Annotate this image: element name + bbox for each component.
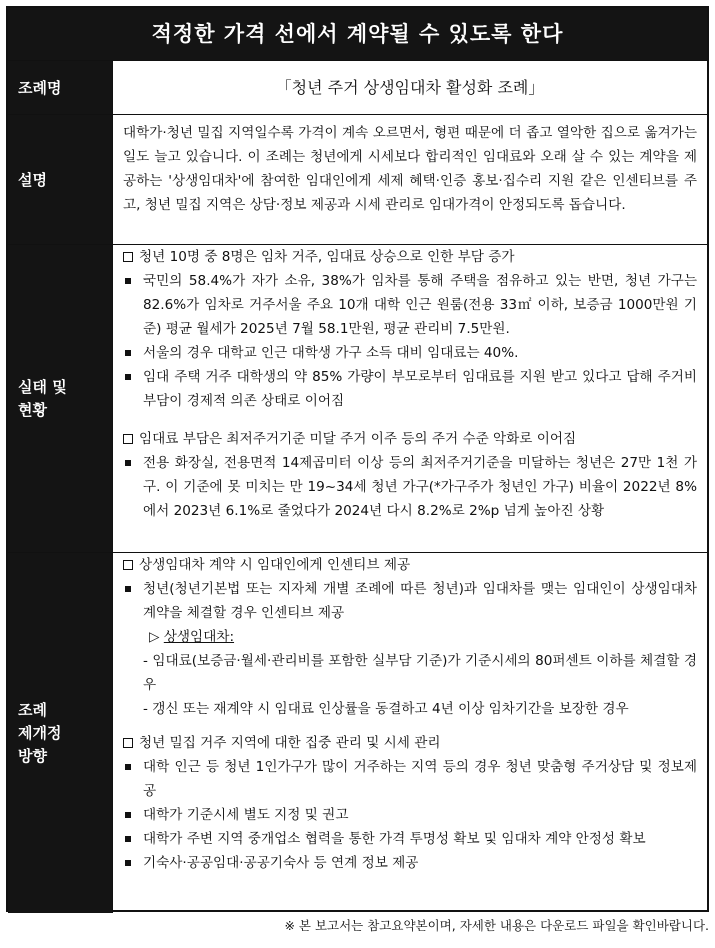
- list-item: 기숙사·공공임대·공공기숙사 등 연계 정보 제공: [123, 851, 697, 875]
- list-item: 전용 화장실, 전용면적 14제곱미터 이상 등의 최저주거기준을 미달하는 청년은 27만 1천 가구. 이 기준에 못 미치는 만 19~34세 청년 가구(*가구주가 청년인 가구) 비율이 2022년 8%에서 2023년 6.1%로 줄었다가 2024년 다시 8.2%로 2%p 넘게 높아진 상황: [123, 451, 697, 523]
- row-label-description: 설명: [8, 115, 112, 245]
- page-title: 적정한 가격 선에서 계약될 수 있도록 한다: [8, 8, 707, 60]
- list-item: 서울의 경우 대학교 인근 대학생 가구 소득 대비 임대료는 40%.: [123, 341, 697, 365]
- ordinance-name: 「청년 주거 상생임대차 활성화 조례」: [112, 61, 707, 115]
- report-table: [6, 6, 709, 912]
- definition-item: - 임대료(보증금·월세·관리비를 포함한 실부담 기준)가 기준시세의 80퍼센트 이하를 체결할 경우: [143, 653, 697, 693]
- direction-heading-2: 청년 밀집 거주 지역에 대한 집중 관리 및 시세 관리: [123, 731, 697, 755]
- checkbox-square-icon: [123, 434, 133, 444]
- checkbox-square-icon: [123, 252, 133, 262]
- bullet-icon: [125, 278, 131, 284]
- status-content: [112, 245, 707, 553]
- checkbox-square-icon: [123, 738, 133, 748]
- bullet-icon: [125, 460, 131, 466]
- list-item: 청년(청년기본법 또는 지자체 개별 조례에 따른 청년)과 임대차를 맺는 임대인이 상생임대차 계약을 체결할 경우 인센티브 제공: [123, 577, 697, 625]
- list-item: 국민의 58.4%가 자가 소유, 38%가 임차를 통해 주택을 점유하고 있는 반면, 청년 가구는 82.6%가 임차로 거주서울 주요 10개 대학 인근 원룸(전용 33㎡ 이하, 보증금 1000만원 기준) 평균 월세가 2025년 7월 58.1만원, 평균 관리비 7.5만원.: [123, 269, 697, 341]
- definition-item: - 갱신 또는 재계약 시 임대료 인상률을 동결하고 4년 이상 임차기간을 보장한 경우: [143, 701, 629, 717]
- bullet-icon: [125, 860, 131, 866]
- list-item: 대학가 기준시세 별도 지정 및 권고: [123, 803, 697, 827]
- triangle-right-icon: ▷: [149, 629, 160, 645]
- row-description: [8, 114, 707, 245]
- row-status: [8, 244, 707, 553]
- bullet-icon: [125, 836, 131, 842]
- status-heading-2: 임대료 부담은 최저주거기준 미달 주거 이주 등의 주거 수준 악화로 이어짐: [123, 427, 697, 451]
- direction-heading-1: 상생임대차 계약 시 임대인에게 인센티브 제공: [123, 553, 697, 577]
- row-label-status: 실태 및 현황: [8, 245, 112, 553]
- list-item: 대학 인근 등 청년 1인가구가 많이 거주하는 지역 등의 경우 청년 맞춤형 주거상담 및 정보제공: [123, 755, 697, 803]
- bullet-icon: [125, 586, 131, 592]
- row-label-direction: 조례 제개정 방향: [8, 553, 112, 913]
- row-label-name: 조례명: [8, 61, 112, 115]
- list-item: 대학가 주변 지역 중개업소 협력을 통한 가격 투명성 확보 및 임대차 계약 안정성 확보: [123, 827, 697, 851]
- definition-heading: ▷ 상생임대차:: [149, 629, 235, 645]
- row-ordinance-name: [8, 60, 707, 115]
- row-direction: [8, 552, 707, 913]
- status-heading-1: 청년 10명 중 8명은 임차 거주, 임대료 상승으로 인한 부담 증가: [123, 245, 697, 269]
- bullet-icon: [125, 812, 131, 818]
- description-text: 대학가·청년 밀집 지역일수록 가격이 계속 오르면서, 형편 때문에 더 좁고 열악한 집으로 옮겨가는 일도 늘고 있습니다. 이 조례는 청년에게 시세보다 합리적인 임대료와 오래 살 수 있는 계약을 제공하는 '상생임대차'에 참여한 임대인에게 세제 혜택·인증 홍보·집수리 지원 같은 인센티브를 주고, 청년 밀집 지역은 상담·정보 제공과 시세 관리로 임대가격이 안정되도록 돕습니다.: [112, 115, 707, 245]
- bullet-icon: [125, 350, 131, 356]
- checkbox-square-icon: [123, 560, 133, 570]
- bullet-icon: [125, 764, 131, 770]
- footnote: ※ 본 보고서는 참고요약본이며, 자세한 내용은 다운로드 파일을 확인바랍니다.: [284, 918, 709, 933]
- list-item: 임대 주택 거주 대학생의 약 85% 가량이 부모로부터 임대료를 지원 받고 있다고 답해 주거비 부담이 경제적 의존 상태로 이어짐: [123, 365, 697, 413]
- bullet-icon: [125, 374, 131, 380]
- direction-content: [112, 553, 707, 913]
